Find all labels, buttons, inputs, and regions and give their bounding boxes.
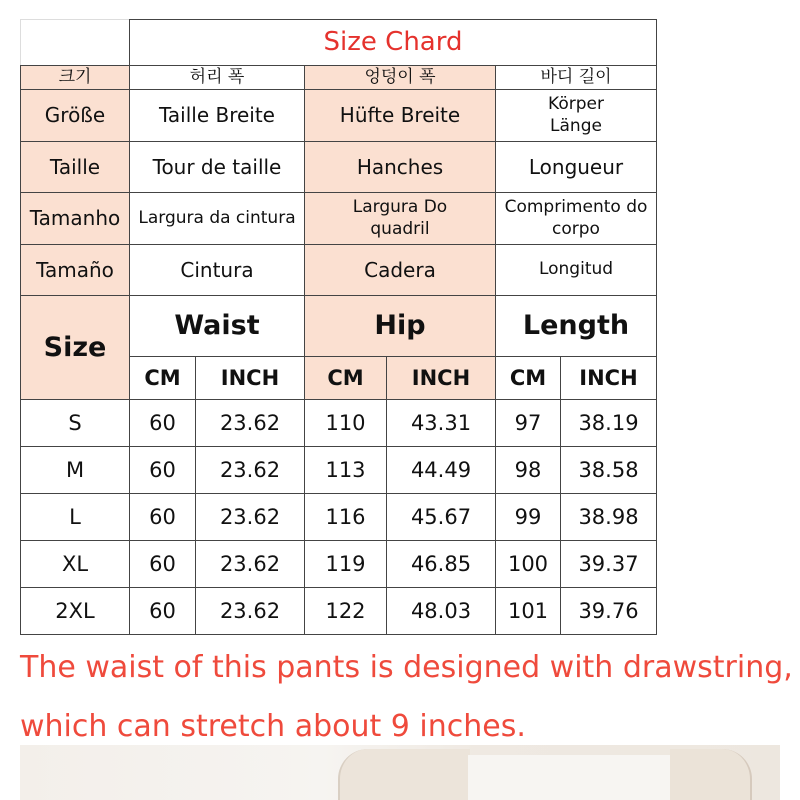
length-inch-cell: 39.76 [561, 588, 657, 635]
lang-label: Tamanho [21, 193, 130, 245]
length-cm-cell: 99 [496, 494, 561, 541]
waist-translation: Largura da cintura [130, 193, 305, 245]
length-cm-cell: 101 [496, 588, 561, 635]
garment-shape [670, 749, 752, 800]
waist-translation: Cintura [130, 245, 305, 296]
hip-translation: Hüfte Breite [305, 90, 496, 142]
chart-title: Size Chard [130, 20, 657, 66]
hip-inch-cell: 45.67 [387, 494, 496, 541]
length-inch-cell: 38.19 [561, 400, 657, 447]
hip-header: Hip [305, 296, 496, 357]
hip-inch-cell: 43.31 [387, 400, 496, 447]
table-row [21, 588, 657, 635]
waist-translation: Taille Breite [130, 90, 305, 142]
hip-translation: Cadera [305, 245, 496, 296]
table-row [21, 447, 657, 494]
waist-cm-cell: 60 [130, 541, 196, 588]
waist-cm-cell: 60 [130, 400, 196, 447]
hip-cm-cell: 116 [305, 494, 387, 541]
unit-cm: CM [305, 357, 387, 400]
lang-label: 크기 [21, 66, 130, 90]
hip-inch-cell: 48.03 [387, 588, 496, 635]
length-header: Length [496, 296, 657, 357]
length-translation: Longitud [496, 245, 657, 296]
length-cm-cell: 98 [496, 447, 561, 494]
length-inch-cell: 38.98 [561, 494, 657, 541]
measure-header-row [21, 296, 657, 357]
waist-inch-cell: 23.62 [196, 494, 305, 541]
length-inch-cell: 38.58 [561, 447, 657, 494]
unit-inch: INCH [561, 357, 657, 400]
unit-inch: INCH [196, 357, 305, 400]
unit-cm: CM [130, 357, 196, 400]
lang-label: Taille [21, 142, 130, 193]
corner-cell [21, 20, 130, 66]
length-translation: 바디 길이 [496, 66, 657, 90]
translation-row [21, 142, 657, 193]
hip-translation: 엉덩이 폭 [305, 66, 496, 90]
waist-inch-cell: 23.62 [196, 588, 305, 635]
garment-background [468, 755, 670, 800]
length-cm-cell: 97 [496, 400, 561, 447]
table-row [21, 400, 657, 447]
unit-cm: CM [496, 357, 561, 400]
hip-inch-cell: 44.49 [387, 447, 496, 494]
hip-cm-cell: 110 [305, 400, 387, 447]
length-cm-cell: 100 [496, 541, 561, 588]
length-inch-cell: 39.37 [561, 541, 657, 588]
waist-header: Waist [130, 296, 305, 357]
waist-inch-cell: 23.62 [196, 447, 305, 494]
size-cell: 2XL [21, 588, 130, 635]
product-photo [20, 745, 780, 800]
waist-cm-cell: 60 [130, 447, 196, 494]
garment-shape [338, 749, 470, 800]
waist-translation: 허리 폭 [130, 66, 305, 90]
translation-row [21, 90, 657, 142]
length-translation: Longueur [496, 142, 657, 193]
waist-translation: Tour de taille [130, 142, 305, 193]
size-header: Size [21, 296, 130, 400]
size-cell: XL [21, 541, 130, 588]
drawstring-note-line2: which can stretch about 9 inches. [20, 709, 526, 744]
size-cell: M [21, 447, 130, 494]
length-translation: Körper Länge [496, 90, 657, 142]
hip-cm-cell: 119 [305, 541, 387, 588]
size-cell: S [21, 400, 130, 447]
waist-cm-cell: 60 [130, 588, 196, 635]
waist-inch-cell: 23.62 [196, 400, 305, 447]
hip-translation: Hanches [305, 142, 496, 193]
drawstring-note-line1: The waist of this pants is designed with drawstring, [20, 650, 793, 685]
length-translation: Comprimento do corpo [496, 193, 657, 245]
waist-cm-cell: 60 [130, 494, 196, 541]
hip-cm-cell: 113 [305, 447, 387, 494]
translation-row [21, 245, 657, 296]
translation-row [21, 193, 657, 245]
lang-label: Tamaño [21, 245, 130, 296]
hip-cm-cell: 122 [305, 588, 387, 635]
size-chart-table [20, 19, 657, 635]
translation-row [21, 66, 657, 90]
lang-label: Größe [21, 90, 130, 142]
unit-inch: INCH [387, 357, 496, 400]
table-row [21, 494, 657, 541]
waist-inch-cell: 23.62 [196, 541, 305, 588]
hip-inch-cell: 46.85 [387, 541, 496, 588]
size-cell: L [21, 494, 130, 541]
hip-translation: Largura Do quadril [305, 193, 496, 245]
table-row [21, 541, 657, 588]
